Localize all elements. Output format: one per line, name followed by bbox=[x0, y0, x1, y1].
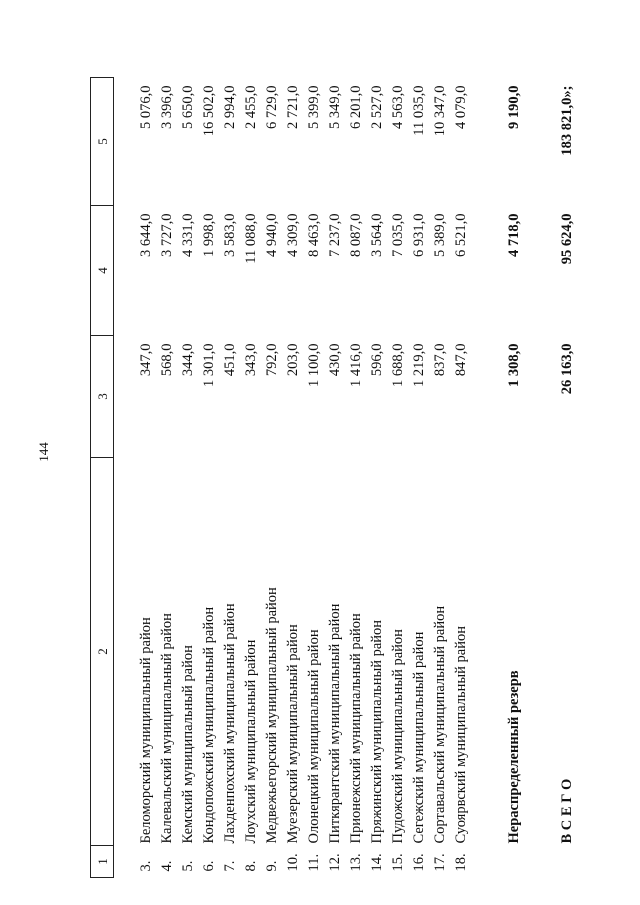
row-number: 4. bbox=[159, 860, 175, 872]
row-number: 13. bbox=[348, 853, 364, 872]
district-name: Сегежский муниципальный район bbox=[411, 631, 427, 844]
table-row bbox=[157, 78, 178, 878]
value-col-5: 16 502,0 bbox=[201, 85, 217, 137]
district-name: Суоярвский муниципальный район bbox=[453, 626, 469, 844]
value-col-3: 792,0 bbox=[264, 343, 280, 377]
header-row bbox=[91, 78, 114, 878]
header-col-1: 1 bbox=[91, 846, 114, 878]
value-col-3: 451,0 bbox=[222, 343, 238, 377]
value-col-3: 1 100,0 bbox=[306, 343, 322, 387]
row-number: 14. bbox=[369, 853, 385, 872]
value-col-5: 2 527,0 bbox=[369, 85, 385, 129]
value-col-5: 2 994,0 bbox=[222, 85, 238, 129]
value-col-4: 4 309,0 bbox=[285, 213, 301, 257]
total-row-col-3: 26 163,0 bbox=[559, 343, 575, 395]
value-col-4: 6 521,0 bbox=[453, 213, 469, 257]
district-name: Олонецкий муниципальный район bbox=[306, 629, 322, 844]
row-number: 8. bbox=[243, 860, 259, 872]
value-col-5: 4 079,0 bbox=[453, 85, 469, 129]
district-name: Муезерский муниципальный район bbox=[285, 624, 301, 844]
value-col-3: 1 688,0 bbox=[390, 343, 406, 387]
value-col-4: 11 088,0 bbox=[243, 213, 259, 264]
value-col-4: 3 727,0 bbox=[159, 213, 175, 257]
table-row bbox=[178, 78, 199, 878]
district-name: Лахденпохский муниципальный район bbox=[222, 603, 238, 844]
value-col-4: 4 940,0 bbox=[264, 213, 280, 257]
row-number: 7. bbox=[222, 860, 238, 872]
district-name: Лоухский муниципальный район bbox=[243, 639, 259, 844]
value-col-3: 568,0 bbox=[159, 343, 175, 377]
district-name: Сортавальский муниципальный район bbox=[432, 605, 448, 844]
district-name: Беломорский муниципальный район bbox=[138, 617, 154, 844]
total-row-col-5: 183 821,0»; bbox=[559, 85, 575, 156]
budget-table bbox=[90, 77, 578, 878]
value-col-5: 5 399,0 bbox=[306, 85, 322, 129]
value-col-4: 8 087,0 bbox=[348, 213, 364, 257]
value-col-4: 3 583,0 bbox=[222, 213, 238, 257]
row-number: 5. bbox=[180, 860, 196, 872]
row-number: 10. bbox=[285, 853, 301, 872]
table-row bbox=[262, 78, 283, 878]
row-number: 11. bbox=[306, 853, 322, 872]
header-col-4: 4 bbox=[91, 206, 114, 336]
reserve-row-label: Нераспределенный резерв bbox=[506, 670, 522, 844]
value-col-3: 203,0 bbox=[285, 343, 301, 377]
value-col-3: 837,0 bbox=[432, 343, 448, 377]
value-col-5: 5 650,0 bbox=[180, 85, 196, 129]
district-name: Медвежьегорский муниципальный район bbox=[264, 587, 280, 844]
value-col-4: 7 035,0 bbox=[390, 213, 406, 257]
table-row bbox=[430, 78, 451, 878]
value-col-4: 4 331,0 bbox=[180, 213, 196, 257]
value-col-3: 847,0 bbox=[453, 343, 469, 377]
value-col-4: 8 463,0 bbox=[306, 213, 322, 257]
header-col-3: 3 bbox=[91, 336, 114, 458]
header-col-5: 5 bbox=[91, 78, 114, 206]
district-name: Питкярантский муниципальный район bbox=[327, 603, 343, 844]
page-number: 144 bbox=[36, 442, 51, 462]
row-number: 16. bbox=[411, 853, 427, 872]
total-row-label: В С Е Г О bbox=[559, 778, 575, 844]
total-row bbox=[557, 78, 578, 878]
table-row bbox=[388, 78, 409, 878]
value-col-3: 1 416,0 bbox=[348, 343, 364, 387]
value-col-3: 1 301,0 bbox=[201, 343, 217, 387]
row-number: 12. bbox=[327, 853, 343, 872]
header-col-2: 2 bbox=[91, 458, 114, 846]
district-name: Пудожский муниципальный район bbox=[390, 629, 406, 844]
value-col-5: 5 349,0 bbox=[327, 85, 343, 129]
value-col-4: 3 644,0 bbox=[138, 213, 154, 257]
value-col-4: 5 389,0 bbox=[432, 213, 448, 257]
value-col-4: 3 564,0 bbox=[369, 213, 385, 257]
value-col-3: 347,0 bbox=[138, 343, 154, 377]
district-name: Прионежский муниципальный район bbox=[348, 613, 364, 844]
reserve-row bbox=[504, 78, 525, 878]
table-row bbox=[241, 78, 262, 878]
value-col-5: 3 396,0 bbox=[159, 85, 175, 129]
value-col-3: 343,0 bbox=[243, 343, 259, 377]
row-number: 18. bbox=[453, 853, 469, 872]
value-col-5: 2 721,0 bbox=[285, 85, 301, 129]
empty-cell bbox=[557, 846, 578, 878]
value-col-5: 6 201,0 bbox=[348, 85, 364, 129]
rotated-table-page bbox=[90, 78, 575, 878]
table-row bbox=[136, 78, 157, 878]
value-col-3: 344,0 bbox=[180, 343, 196, 377]
table-row bbox=[409, 78, 430, 878]
value-col-5: 5 076,0 bbox=[138, 85, 154, 129]
value-col-3: 1 219,0 bbox=[411, 343, 427, 387]
table-row bbox=[220, 78, 241, 878]
table-row bbox=[325, 78, 346, 878]
table-row bbox=[451, 78, 472, 878]
empty-cell bbox=[504, 846, 525, 878]
reserve-row-col-3: 1 308,0 bbox=[506, 343, 522, 387]
table-row bbox=[346, 78, 367, 878]
value-col-5: 4 563,0 bbox=[390, 85, 406, 129]
row-number: 6. bbox=[201, 860, 217, 872]
district-name: Кондопожский муниципальный район bbox=[201, 606, 217, 844]
value-col-4: 1 998,0 bbox=[201, 213, 217, 257]
table-row bbox=[367, 78, 388, 878]
row-number: 3. bbox=[138, 860, 154, 872]
reserve-row-col-5: 9 190,0 bbox=[506, 85, 522, 129]
value-col-5: 6 729,0 bbox=[264, 85, 280, 129]
row-number: 15. bbox=[390, 853, 406, 872]
value-col-5: 10 347,0 bbox=[432, 85, 448, 137]
row-number: 9. bbox=[264, 860, 280, 872]
value-col-5: 11 035,0 bbox=[411, 85, 427, 136]
reserve-row-col-4: 4 718,0 bbox=[506, 213, 522, 257]
table-row bbox=[199, 78, 220, 878]
district-name: Пряжинский муниципальный район bbox=[369, 619, 385, 844]
total-row-col-4: 95 624,0 bbox=[559, 213, 575, 265]
value-col-3: 596,0 bbox=[369, 343, 385, 377]
value-col-4: 7 237,0 bbox=[327, 213, 343, 257]
district-name: Калевальский муниципальный район bbox=[159, 613, 175, 844]
value-col-4: 6 931,0 bbox=[411, 213, 427, 257]
district-name: Кемский муниципальный район bbox=[180, 645, 196, 844]
value-col-5: 2 455,0 bbox=[243, 85, 259, 129]
row-number: 17. bbox=[432, 853, 448, 872]
table-row bbox=[304, 78, 325, 878]
table-body bbox=[114, 78, 579, 878]
table-row bbox=[283, 78, 304, 878]
value-col-3: 430,0 bbox=[327, 343, 343, 377]
